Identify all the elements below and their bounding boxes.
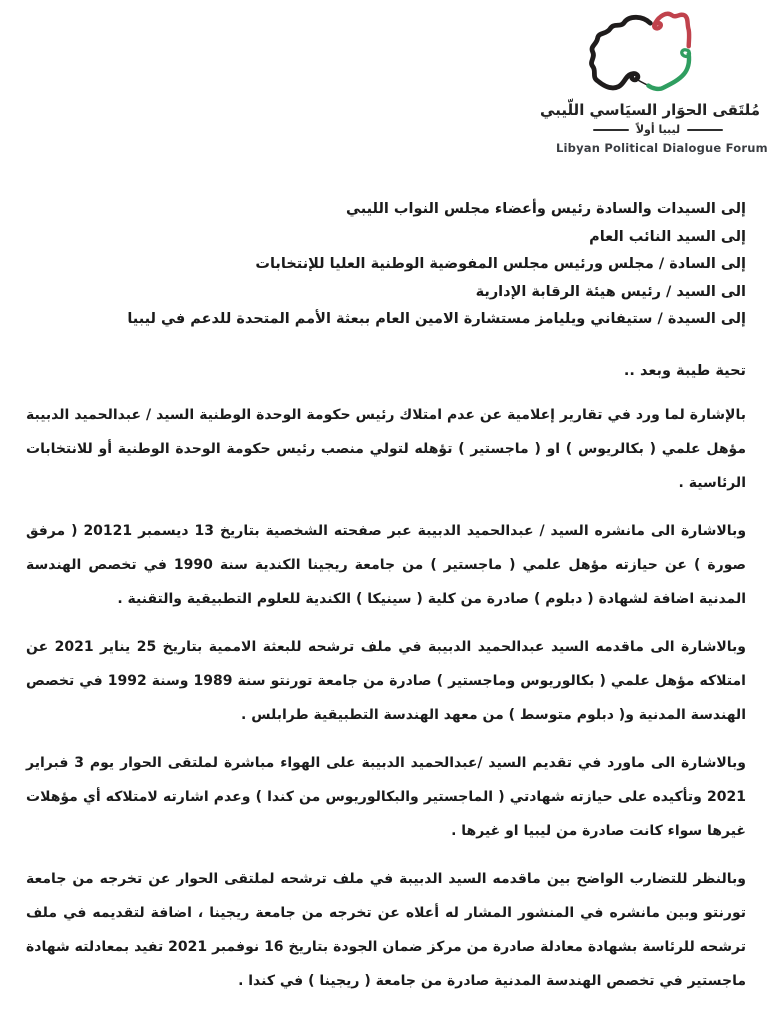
libya-map-southeast-stroke <box>648 54 689 89</box>
logo-arabic-title: مُلتَقى الحوَار السيَاسي اللّيبي <box>540 101 760 119</box>
body-paragraph: وبالاشارة الى مانشره السيد / عبدالحميد الدبيبة عبر صفحته الشخصية بتاريخ 13 ديسمبر 20121 ( مرفق صورة ) عن حيازته مؤهل علمي ( ماجستير ) من جامعة ريجينا الكندية سنة 1990 في تخصص الهندسة المدنية اضافة لشهادة ( دبلوم ) صادرة من كلية ( سينيكا ) الكندية للعلوم التطبيقية والتقنية . <box>26 522 747 607</box>
libya-map-icon <box>578 4 738 100</box>
logo-english-title: Libyan Political Dialogue Forum <box>556 141 768 155</box>
lpdf-logo <box>540 4 768 155</box>
libya-map-west-stroke <box>592 17 651 88</box>
logo-tagline <box>556 123 760 136</box>
recipient-line: إلى السيدات والسادة رئيس وأعضاء مجلس النواب الليبي <box>346 201 746 217</box>
greeting-line: تحية طيبة وبعد .. <box>623 362 746 379</box>
body-paragraph: وبالاشارة الى ماورد في تقديم السيد /عبدالحميد الدبيبة على الهواء مباشرة لملتقى الحوار يوم 3 فبراير 2021 وتأكيده على حيازته شهادتي ( الماجستير والبكالوريوس من كندا ) وعدم اشارته لامتلاكه أي مؤهلات غيرها سواء كانت صادرة من ليبيا او غيرها . <box>26 754 746 839</box>
recipient-line: إلى السيد النائب العام <box>589 228 746 245</box>
recipient-line: الى السيد / رئيس هيئة الرقابة الإدارية <box>475 283 746 300</box>
body-paragraph: وبالنظر للتضارب الواضح بين ماقدمه السيد الدبيبة في ملف ترشحه لملتقى الحوار عن تخرجه من جامعة تورنتو وبين مانشره في المنشور المشار له أعلاه عن تخرجه من جامعة ريجينا ، اضافة لتقديمه في ملف ترشحه للرئاسة بشهادة معادلة صادرة من مركز ضمان الجودة بتاريخ 16 نوفمبر 2021 تفيد بمعادلته شهادة ماجستير في تخصص الهندسة المدنية صادرة من جامعة ( ريجينا ) في كندا . <box>26 870 746 989</box>
tagline-rule-left <box>593 129 629 131</box>
body-paragraph: بالإشارة لما ورد في تقارير إعلامية عن عدم امتلاك رئيس حكومة الوحدة الوطنية السيد / عبدالحميد الدبيبة مؤهل علمي ( بكالريوس ) او ( ماجستير ) تؤهله لتولي منصب رئيس حكومة الوحدة الوطنية أو للانتخابات الرئاسية . <box>26 406 746 491</box>
recipient-line: إلى السادة / مجلس ورئيس مجلس المفوضية الوطنية العليا للإنتخابات <box>255 256 746 272</box>
body-paragraph: وبالاشارة الى ماقدمه السيد عبدالحميد الدبيبة في ملف ترشحه للبعثة الاممية بتاريخ 25 يناير 2021 عن امتلاكه مؤهل علمي ( بكالوريوس وماجستير ) صادرة من جامعة تورنتو سنة 1989 وسنة 1992 في تخصص الهندسة المدنية و( دبلوم متوسط ) من معهد الهندسة التطبيقية طرابلس . <box>26 638 746 723</box>
recipient-line: إلى السيدة / ستيفاني ويليامز مستشارة الامين العام ببعثة الأمم المتحدة للدعم في ليبيا <box>127 311 746 327</box>
tagline-rule-right <box>687 129 723 131</box>
libya-map-northeast-stroke <box>654 14 689 46</box>
letter-body <box>26 196 746 1012</box>
logo-tagline-text: ليبيا أولاً <box>635 123 681 136</box>
recipient-list <box>26 196 746 334</box>
